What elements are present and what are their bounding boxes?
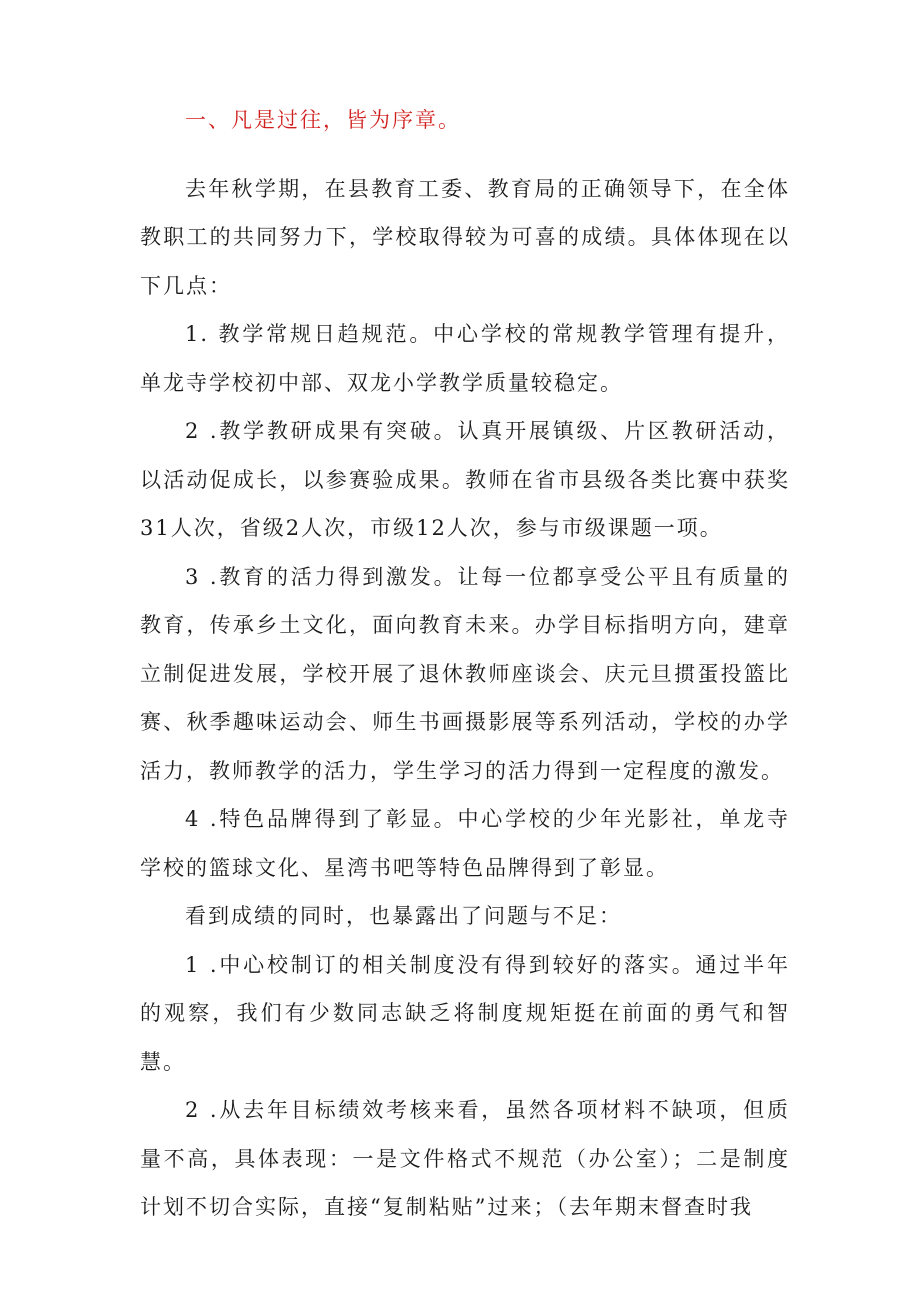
section-heading: 一、凡是过往，皆为序章。 — [185, 108, 461, 132]
paragraph-item-3: 3 .教育的活力得到激发。让每一位都享受公平且有质量的教育，传承乡土文化，面向教育未来。办学目标指明方向，建章立制促进发展，学校开展了退休教师座谈会、庆元旦掼蛋投篮比赛、秋季趣味运动会、师生书画摄影展等系列活动，学校的办学活力，教师教学的活力，学生学习的活力得到一定程度的激发。 — [140, 564, 790, 783]
paragraph-problems-intro: 看到成绩的同时，也暴露出了问题与不足： — [185, 904, 622, 928]
paragraph-problem-2: 2 .从去年目标绩效考核来看，虽然各项材料不缺项，但质量不高，具体表现：一是文件格式不规范（办公室）；二是制度计划不切合实际，直接“复制粘贴”过来；（去年期末督查时我 — [140, 1098, 790, 1219]
paragraph-item-1: 1. 教学常规日趋规范。中心学校的常规教学管理有提升，单龙寺学校初中部、双龙小学教学质量较稳定。 — [140, 322, 790, 395]
paragraph-problem-1: 1 .中心校制订的相关制度没有得到较好的落实。通过半年的观察，我们有少数同志缺乏将制度规矩挺在前面的勇气和智慧。 — [140, 952, 790, 1074]
document-page — [140, 96, 790, 1232]
paragraph-intro: 去年秋学期，在县教育工委、教育局的正确领导下，在全体教职工的共同努力下，学校取得较为可喜的成绩。具体体现在以下几点： — [140, 176, 790, 298]
paragraph-item-4: 4 .特色品牌得到了彰显。中心学校的少年光影社，单龙寺学校的篮球文化、星湾书吧等特色品牌得到了彰显。 — [140, 807, 790, 880]
paragraph-item-2: 2 .教学教研成果有突破。认真开展镇级、片区教研活动，以活动促成长，以参赛验成果。教师在省市县级各类比赛中获奖31人次，省级2人次，市级12人次，参与市级课题一项。 — [140, 419, 790, 540]
spacer — [140, 145, 790, 165]
